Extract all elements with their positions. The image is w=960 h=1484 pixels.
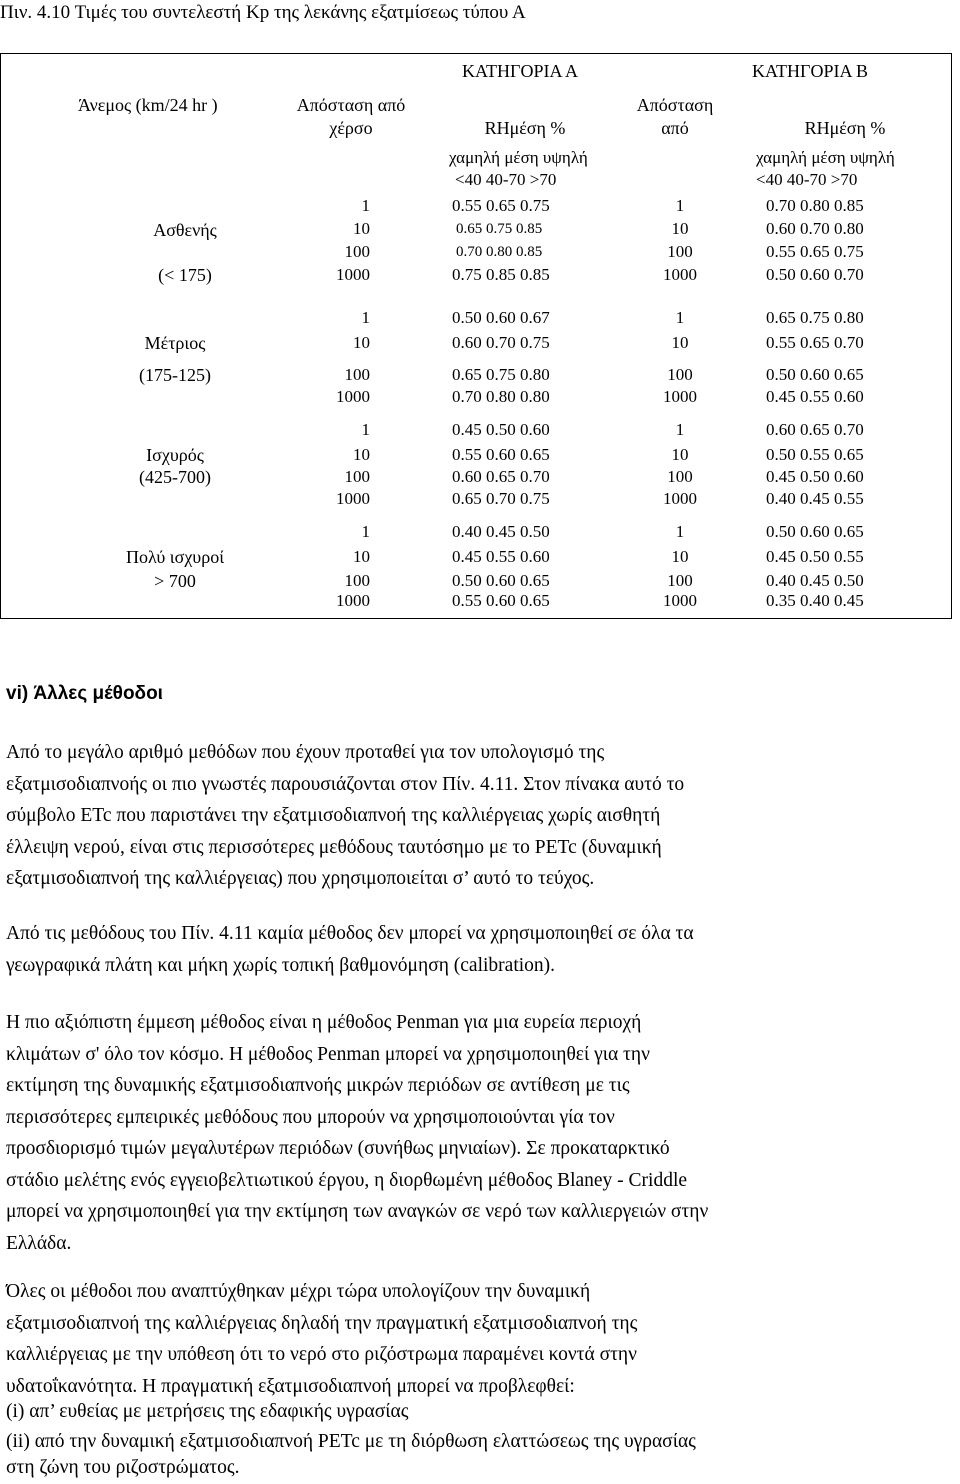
distance-cell: 100 — [344, 571, 370, 590]
kp-values-cell: 0.40 0.45 0.50 — [766, 571, 864, 590]
distance-cell: 100 — [667, 571, 693, 590]
distance-cell: 100 — [344, 365, 370, 384]
kp-values-cell: 0.65 0.75 0.80 — [452, 365, 550, 384]
kp-values-cell: 0.65 0.70 0.75 — [452, 489, 550, 508]
distance-cell: 1 — [361, 522, 370, 541]
distance-cell: 10 — [353, 445, 370, 464]
ranges-a-header: <40 40-70 >70 — [455, 170, 557, 189]
distance-cell: 10 — [671, 219, 689, 238]
kp-values-cell: 0.55 0.65 0.70 — [766, 333, 864, 352]
paragraph-line: καλλιέργειας με την υπόθεση ότι το νερό στο ριζόστρωμα παραμένει κοντά στην — [6, 1344, 637, 1365]
kp-values-cell: 0.45 0.50 0.55 — [766, 547, 864, 566]
category-a-header: ΚΑΤΗΓΟΡΙΑ Α — [462, 61, 578, 81]
kp-values-cell: 0.60 0.70 0.80 — [766, 219, 864, 238]
kp-values-cell: 0.55 0.60 0.65 — [452, 445, 550, 464]
kp-values-cell: 0.50 0.60 0.65 — [766, 522, 864, 541]
kp-values-cell: 0.45 0.50 0.60 — [766, 467, 864, 486]
wind-range: > 700 — [154, 571, 196, 591]
levels-a-header: χαμηλή μέση υψηλή — [449, 148, 588, 167]
distance-cell: 100 — [344, 242, 370, 261]
distance-cell: 1 — [361, 196, 370, 215]
distance-cell: 100 — [667, 242, 693, 261]
distance-cell: 100 — [667, 467, 693, 486]
kp-values-cell: 0.60 0.70 0.75 — [452, 333, 550, 352]
kp-values-cell: 0.55 0.65 0.75 — [452, 196, 550, 215]
list-item: (ii) από την δυναμική εξατμισοδιαπνοή PETc με τη διόρθωση ελαττώσεως της υγρασίας — [6, 1431, 696, 1452]
kp-values-cell: 0.45 0.55 0.60 — [452, 547, 550, 566]
paragraph-line: Όλες οι μέθοδοι που αναπτύχθηκαν μέχρι τώρα υπολογίζουν την δυναμική — [6, 1281, 591, 1302]
kp-values-cell: 0.50 0.60 0.65 — [452, 571, 550, 590]
distance-cell: 100 — [344, 467, 370, 486]
distance-cell: 1000 — [336, 265, 370, 284]
kp-values-cell: 0.45 0.55 0.60 — [766, 387, 864, 406]
paragraph-line: εκτίμηση της δυναμικής εξατμισοδιαπνοής μικρών περιόδων σε αντίθεση με τις — [6, 1075, 630, 1096]
wind-label: Ασθενής — [153, 220, 217, 240]
wind-header: Άνεμος (km/24 hr ) — [78, 95, 218, 115]
distance-b-header-2: από — [661, 118, 689, 138]
paragraph-line: περισσότερες εμπειρικές μεθόδους που μπορούν να χρησιμοποιούνται γία τον — [6, 1106, 615, 1128]
kp-values-cell: 0.60 0.65 0.70 — [452, 467, 550, 486]
paragraph — [6, 918, 954, 981]
paragraph-line: κλιμάτων σ' όλο τον κόσμο. Η μέθοδος Penman μπορεί να χρησιμοποιηθεί για την — [6, 1043, 650, 1065]
distance-b-header-1: Απόσταση — [636, 95, 714, 115]
kp-values-cell: 0.50 0.55 0.65 — [766, 445, 864, 464]
kp-values-cell: 0.50 0.60 0.65 — [766, 365, 864, 384]
distance-a-header-2: χέρσο — [329, 118, 373, 138]
category-b-header: ΚΑΤΗΓΟΡΙΑ Β — [752, 61, 868, 81]
rh-b-header: RHμέση % — [804, 118, 886, 138]
paragraph-line: γεωγραφικά πλάτη και μήκη χωρίς τοπική βαθμονόμηση (calibration). — [6, 954, 556, 976]
paragraph-line: εξατμισοδιαπνοή της καλλιέργειας δηλαδή την πραγματική εξατμισοδιαπνοή της — [6, 1312, 638, 1334]
kp-values-cell: 0.55 0.60 0.65 — [452, 591, 550, 610]
rh-a-header: RHμέση % — [484, 118, 566, 138]
section-heading: vi) Άλλες μέθοδοι — [6, 683, 163, 704]
wind-range: (425-700) — [139, 467, 211, 487]
distance-cell: 1000 — [336, 591, 370, 610]
distance-cell: 1000 — [663, 265, 697, 284]
kp-values-cell: 0.60 0.65 0.70 — [766, 420, 864, 439]
kp-values-cell: 0.40 0.45 0.55 — [766, 489, 864, 508]
wind-label: Ισχυρός — [146, 445, 204, 465]
paragraph-line: έλλειψη νερού, είναι στις περισσότερες μεθόδους ταυτόσημο με το PETc (δυναμική — [6, 836, 662, 858]
paragraph-line: εξατμισοδιαπνοής οι πιο γνωστές παρουσιάζονται στον Πίν. 4.11. Στον πίνακα αυτό το — [6, 773, 685, 795]
distance-cell: 1000 — [663, 387, 697, 406]
kp-values-cell: 0.65 0.75 0.80 — [766, 308, 864, 327]
distance-cell: 10 — [353, 219, 370, 238]
distance-cell: 1 — [675, 308, 685, 327]
kp-values-cell: 0.70 0.80 0.85 — [766, 196, 864, 215]
paragraph-line: στάδιο μελέτης ενός εγγειοβελτιωτικού έργου, η διορθωμένη μέθοδος Blaney - Criddle — [6, 1169, 688, 1191]
wind-range: (< 175) — [158, 265, 212, 285]
kp-values-cell: 0.35 0.40 0.45 — [766, 591, 864, 610]
paragraph-line: Ελλάδα. — [6, 1232, 72, 1254]
paragraph-line: Η πιο αξιόπιστη έμμεση μέθοδος είναι η μέθοδος Penman για μια ευρεία περιοχή — [6, 1012, 642, 1033]
distance-cell: 1 — [361, 308, 370, 327]
kp-values-cell: 0.75 0.85 0.85 — [452, 265, 550, 284]
ranges-b-header: <40 40-70 >70 — [756, 170, 858, 189]
kp-values-cell: 0.40 0.45 0.50 — [452, 522, 550, 541]
distance-cell: 1000 — [336, 387, 370, 406]
wind-range: (175-125) — [139, 365, 211, 385]
distance-cell: 1 — [675, 196, 685, 215]
distance-cell: 10 — [353, 333, 370, 352]
distance-cell: 1000 — [663, 591, 697, 610]
distance-a-header-1: Απόσταση από — [296, 95, 406, 115]
kp-values-cell: 0.45 0.50 0.60 — [452, 420, 550, 439]
kp-values-cell: 0.70 0.80 0.85 — [456, 244, 543, 260]
distance-cell: 10 — [671, 333, 689, 352]
distance-cell: 1 — [675, 522, 685, 541]
kp-values-cell: 0.70 0.80 0.80 — [452, 387, 550, 406]
kp-values-cell: 0.50 0.60 0.70 — [766, 265, 864, 284]
kp-values-cell: 0.50 0.60 0.67 — [452, 308, 550, 327]
distance-cell: 1000 — [663, 489, 697, 508]
kp-values-cell: 0.65 0.75 0.85 — [456, 221, 543, 237]
paragraph — [6, 737, 954, 895]
paragraph-line: σύμβολο ETc που παριστάνει την εξατμισοδιαπνοή της καλλιέργειας χωρίς αισθητή — [6, 805, 661, 826]
distance-cell: 100 — [667, 365, 693, 384]
distance-cell: 1 — [361, 420, 370, 439]
paragraph-line: μπορεί να χρησιμοποιηθεί για την εκτίμηση των αναγκών σε νερό των καλλιεργειών στην — [6, 1201, 709, 1222]
distance-cell: 10 — [671, 547, 689, 566]
distance-cell: 1000 — [336, 489, 370, 508]
paragraph-line: προσδιορισμό τιμών μεγαλυτέρων περιόδων (συνήθως μηνιαίων). Σε προκαταρκτικό — [6, 1138, 670, 1159]
wind-label: Πολύ ισχυροί — [125, 547, 225, 567]
list-item: στη ζώνη του ριζοστρώματος. — [6, 1457, 240, 1478]
kp-values-cell: 0.55 0.65 0.75 — [766, 242, 864, 261]
paragraph — [6, 1276, 954, 1402]
paragraph-line: Από τις μεθόδους του Πίν. 4.11 καμία μέθοδος δεν μπορεί να χρησιμοποιηθεί σε όλα τα — [6, 923, 694, 944]
paragraph — [6, 1007, 954, 1259]
paragraph-line: εξατμισοδιαπνοή της καλλιέργειας) που χρησιμοποιείται σ’ αυτό το τεύχος. — [6, 868, 595, 889]
levels-b-header: χαμηλή μέση υψηλή — [756, 148, 895, 167]
paragraph-line: Από το μεγάλο αριθμό μεθόδων που έχουν προταθεί για τον υπολογισμό της — [6, 742, 605, 763]
list-item: (i) απ’ ευθείας με μετρήσεις της εδαφικής υγρασίας — [6, 1401, 409, 1422]
table-caption: Πιν. 4.10 Τιμές του συντελεστή Kp της λεκάνης εξατμίσεως τύπου Α — [0, 2, 526, 23]
paragraph-line: υδατοΐκανότητα. Η πραγματική εξατμισοδιαπνοή μπορεί να προβλεφθεί: — [6, 1375, 575, 1397]
distance-cell: 10 — [671, 445, 689, 464]
distance-cell: 10 — [353, 547, 370, 566]
wind-label: Μέτριος — [144, 333, 206, 353]
distance-cell: 1 — [675, 420, 685, 439]
